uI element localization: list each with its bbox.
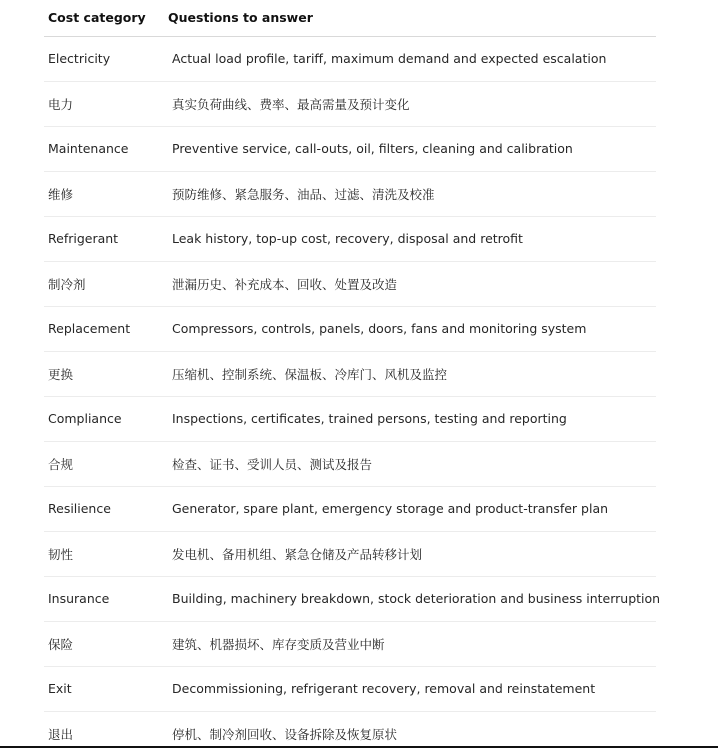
table-row	[44, 576, 656, 621]
cell-cost-category: 维修	[44, 171, 168, 216]
table-row	[44, 261, 656, 306]
cell-questions: Decommissioning, refrigerant recovery, removal and reinstatement	[168, 666, 656, 711]
cell-questions: Building, machinery breakdown, stock deterioration and business interruption	[168, 576, 656, 621]
cell-questions: 检查、证书、受训人员、测试及报告	[168, 441, 656, 486]
table-row	[44, 441, 656, 486]
table-row	[44, 531, 656, 576]
cell-cost-category: Compliance	[44, 396, 168, 441]
cell-questions: 停机、制冷剂回收、设备拆除及恢复原状	[172, 726, 398, 742]
table-row	[44, 711, 656, 756]
header-cost-category: Cost category	[44, 0, 168, 36]
cost-table	[44, 0, 661, 756]
table-row	[44, 171, 656, 216]
table-row	[44, 306, 656, 351]
table-row	[44, 621, 656, 666]
cell-cost-category: Electricity	[44, 36, 168, 81]
cell-cost-category: 保险	[44, 621, 168, 666]
cell-cost-category: Insurance	[44, 576, 168, 621]
cell-cost-category: Refrigerant	[44, 216, 168, 261]
cell-cost-category: Replacement	[44, 306, 168, 351]
cell-questions: Leak history, top-up cost, recovery, disposal and retrofit	[168, 216, 656, 261]
cell-questions: 泄漏历史、补充成本、回收、处置及改造	[168, 261, 656, 306]
cell-cost-category: Maintenance	[44, 126, 168, 171]
cell-cost-category: 退出	[48, 726, 74, 742]
cell-questions: Inspections, certificates, trained persons, testing and reporting	[168, 396, 656, 441]
cell-cost-category: Exit	[44, 666, 168, 711]
cell-cost-category: 韧性	[44, 531, 168, 576]
cell-questions: Compressors, controls, panels, doors, fans and monitoring system	[168, 306, 656, 351]
cell-cost-category: 合规	[44, 441, 168, 486]
table-header-row	[44, 0, 656, 36]
table-row	[44, 486, 656, 531]
cell-questions: 建筑、机器损坏、库存变质及营业中断	[168, 621, 656, 666]
cell-questions: Actual load profile, tariff, maximum demand and expected escalation	[168, 36, 656, 81]
table-row	[44, 81, 656, 126]
table-row	[44, 396, 656, 441]
cell-cost-category: 制冷剂	[44, 261, 168, 306]
table-row	[44, 126, 656, 171]
cost-table-container	[44, 0, 661, 756]
cell-questions: 发电机、备用机组、紧急仓储及产品转移计划	[168, 531, 656, 576]
table-row	[44, 36, 656, 81]
cell-questions: Generator, spare plant, emergency storage and product-transfer plan	[168, 486, 656, 531]
cell-questions: 压缩机、控制系统、保温板、冷库门、风机及监控	[168, 351, 656, 396]
cell-questions: Preventive service, call-outs, oil, filters, cleaning and calibration	[168, 126, 656, 171]
table-row	[44, 216, 656, 261]
cell-cost-category: 电力	[44, 81, 168, 126]
cell-questions: 真实负荷曲线、费率、最高需量及预计变化	[168, 81, 656, 126]
cell-cost-category: Resilience	[44, 486, 168, 531]
table-row	[44, 666, 656, 711]
cell-questions: 预防维修、紧急服务、油品、过滤、清洗及校准	[168, 171, 656, 216]
table-row	[44, 351, 656, 396]
cell-cost-category: 更换	[44, 351, 168, 396]
table-body	[44, 36, 661, 756]
header-questions: Questions to answer	[168, 0, 656, 36]
